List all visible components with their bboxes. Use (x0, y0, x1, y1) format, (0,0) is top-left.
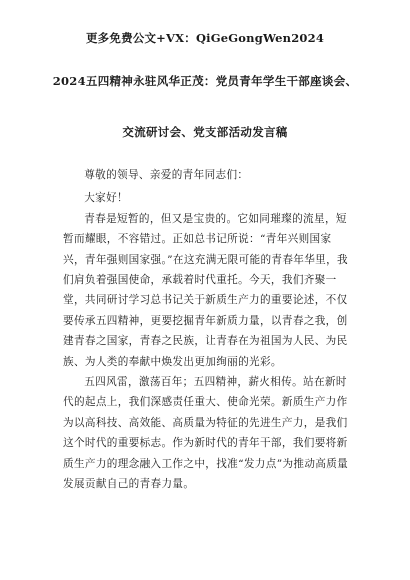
document-title-line-1: 2024五四精神永驻风华正茂：党员青年学生干部座谈会、 (52, 74, 358, 88)
document-body (63, 165, 353, 495)
paragraph-2: 五四风雷，激荡百年；五四精神，薪火相传。站在新时代的起点上，我们深感责任重大、使命光荣。新质生产力作为以高科技、高效能、高质量为特征的先进生产力，是我们这个时代的重要标志。作为新时代的青年干部，我们要将新质生产力的理念融入工作之中，找准“发力点”为推动高质量发展贡献自己的青春力量。 (63, 376, 349, 491)
opening-line: 大家好！ (84, 192, 128, 205)
paragraph-1: 青春是短暂的，但又是宝贵的。它如同璀璨的流星，短暂而耀眼，不容错过。正如总书记所说：“青年兴则国家兴，青年强则国家强。”在这充满无限可能的青春年华里，我们肩负着强国使命，承载着时代重托。今天，我们齐聚一堂，共同研讨学习总书记关于新质生产力的重要论述，不仅要传承五四精神，更要挖掘青年新质力量，以青春之我，创建青春之国家，青春之民族，让青春在为祖国为人民、为民族、为人类的奉献中焕发出更加绚丽的光彩。 (63, 212, 349, 368)
salutation: 尊敬的领导、亲爱的青年同志们： (84, 169, 249, 181)
promo-header: 更多免费公文+VX：QiGeGongWen2024 (85, 31, 325, 45)
document-title-line-2: 交流研讨会、党支部活动发言稿 (122, 125, 288, 139)
